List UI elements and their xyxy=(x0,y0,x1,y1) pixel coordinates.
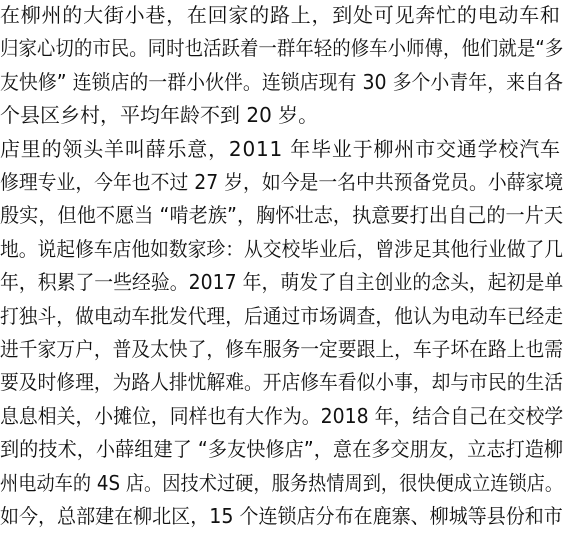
text-line: 地。说起修车店他如数家珍：从交校毕业后，曾涉足其他行业做了几 xyxy=(0,236,563,261)
text-line: 打独斗，做电动车批发代理，后通过市场调查，他认为电动车已经走 xyxy=(0,303,563,328)
text-line: 店里的领头羊叫薛乐意，2011 年毕业于柳州市交通学校汽车 xyxy=(0,136,561,161)
text-line: 如今，总部建在柳北区，15 个连锁店分布在鹿寨、柳城等县份和市 xyxy=(0,504,563,528)
text-line: 殷实，但他不愿当 “啃老族”，胸怀壮志，执意要打出自己的一片天 xyxy=(0,203,564,228)
text-line: 州电动车的 4S 店。因技术过硬，服务热情周到，很快便成立连锁店。 xyxy=(0,470,564,495)
text-line: 个县区乡村，平均年龄不到 20 岁。 xyxy=(0,103,319,128)
text-line: 息息相关，小摊位，同样也有大作为。2018 年，结合自己在交校学 xyxy=(0,403,564,428)
text-line: 进千家万户，普及太快了，修车服务一定要跟上，车子坏在路上也需 xyxy=(0,337,563,361)
text-line: 在柳州的大街小巷，在回家的路上，到处可见奔忙的电动车和 xyxy=(0,3,561,27)
text-line: 到的技术，小薛组建了 “多友快修店”，意在多交朋友，立志打造柳 xyxy=(0,437,564,462)
text-line: 友快修” 连锁店的一群小伙伴。连锁店现有 30 多个小青年，来自各 xyxy=(0,69,563,94)
text-line: 归家心切的市民。同时也活跃着一群年轻的修车小师傅，他们就是“多 xyxy=(0,36,564,61)
text-line: 年，积累了一些经验。2017 年，萌发了自主创业的念头，起初是单 xyxy=(0,270,564,295)
text-line: 要及时修理，为路人排忧解难。开店修车看似小事，却与市民的生活 xyxy=(0,370,563,395)
text-line: 修理专业，今年也不过 27 岁，如今是一名中共预备党员。小薛家境 xyxy=(0,170,564,194)
